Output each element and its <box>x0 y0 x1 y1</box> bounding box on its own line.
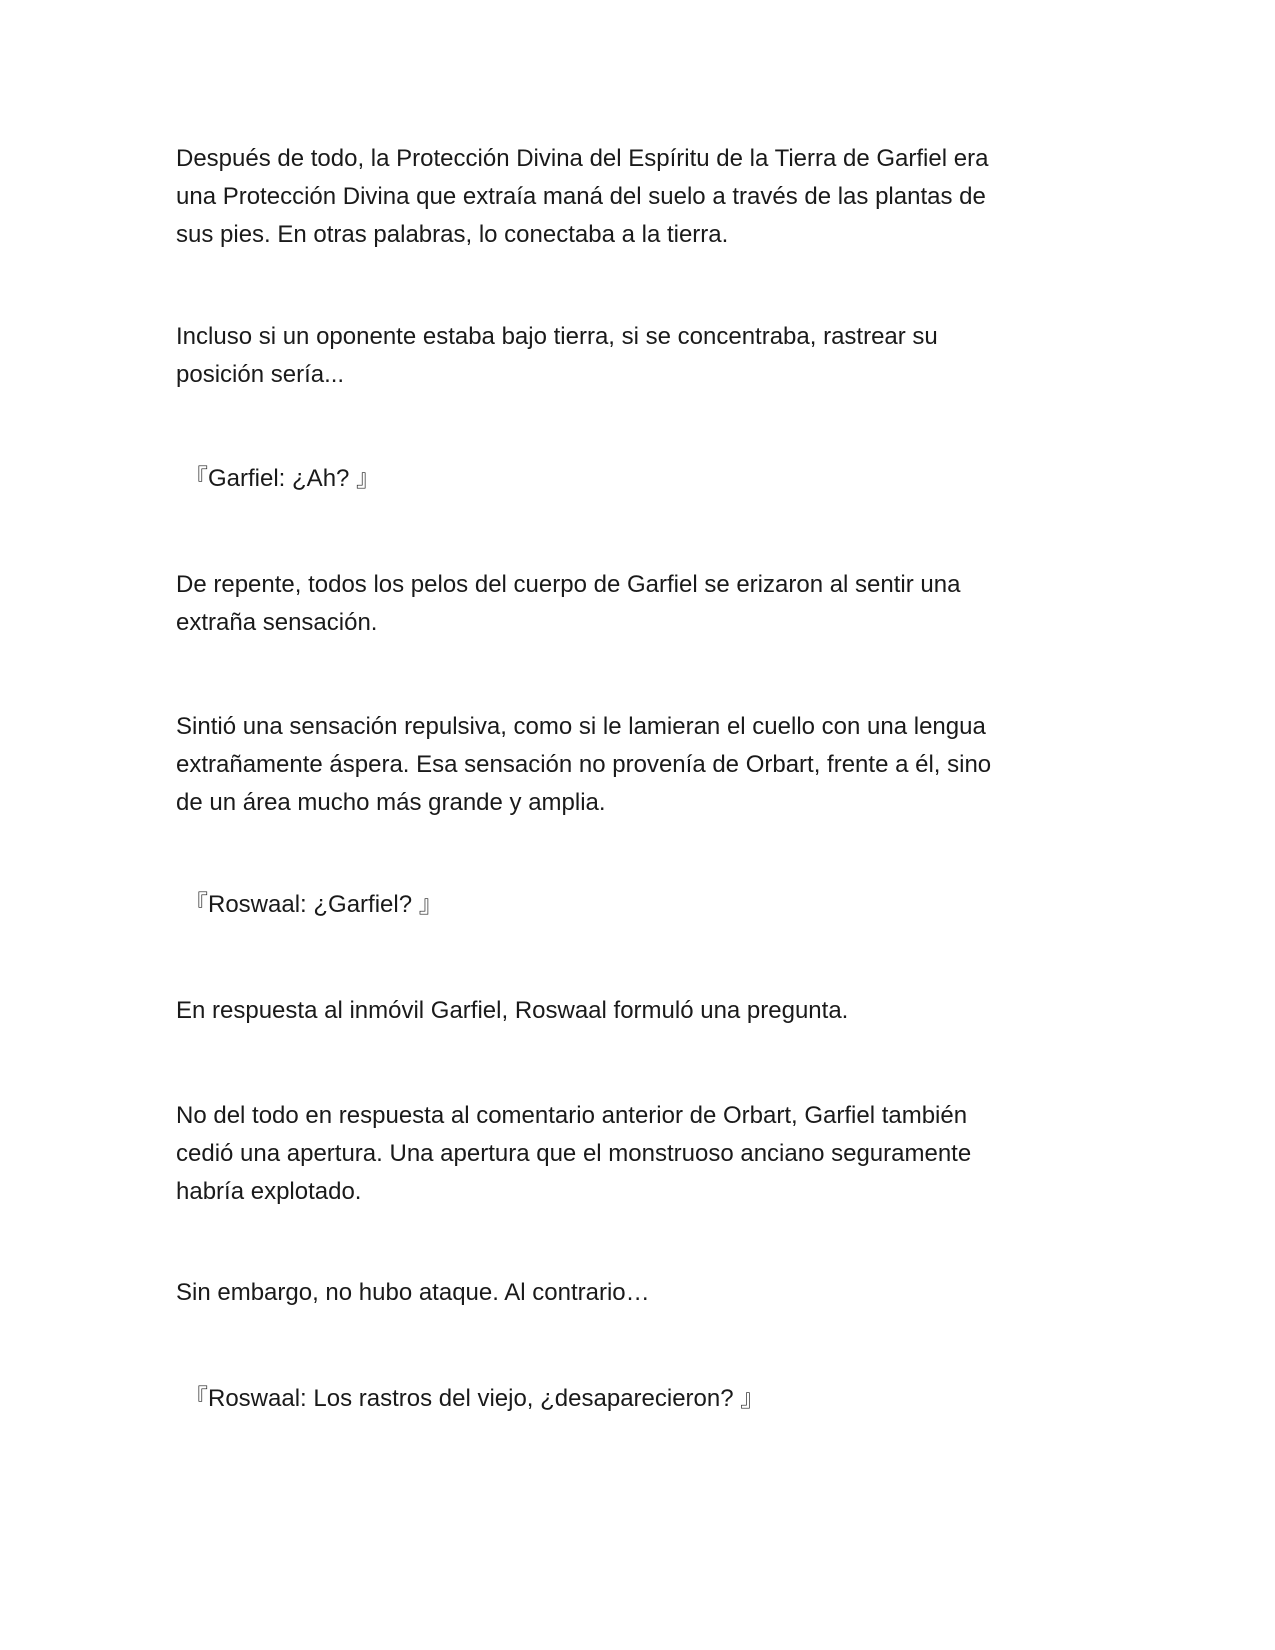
text-line: extraña sensación. <box>176 609 378 636</box>
text-line: extrañamente áspera. Esa sensación no provenía de Orbart, frente a él, sino <box>176 751 992 778</box>
text-line: Sin embargo, no hubo ataque. Al contrario… <box>176 1279 650 1306</box>
dialogue-garfiel-ah <box>184 460 1104 498</box>
dialogue-roswaal-rastros <box>184 1380 1104 1418</box>
text-line: Sintió una sensación repulsiva, como si le lamieran el cuello con una lengua <box>176 713 986 740</box>
text-line: habría explotado. <box>176 1178 362 1205</box>
paragraph-rastrear-posicion <box>176 318 1096 394</box>
paragraph-apertura <box>176 1097 1096 1211</box>
text-line: Después de todo, la Protección Divina del Espíritu de la Tierra de Garfiel era <box>176 145 989 172</box>
paragraph-sensacion-repulsiva <box>176 708 1096 822</box>
text-line: Incluso si un oponente estaba bajo tierra, si se concentraba, rastrear su <box>176 323 938 350</box>
text-line: 『Roswaal: Los rastros del viejo, ¿desaparecieron? 』 <box>184 1385 765 1412</box>
text-line: cedió una apertura. Una apertura que el monstruoso anciano seguramente <box>176 1140 972 1167</box>
paragraph-sin-ataque <box>176 1274 1096 1312</box>
text-line: una Protección Divina que extraía maná del suelo a través de las plantas de <box>176 183 986 210</box>
text-line: De repente, todos los pelos del cuerpo de Garfiel se erizaron al sentir una <box>176 571 961 598</box>
paragraph-pelos-erizaron <box>176 566 1096 642</box>
dialogue-roswaal-garfiel <box>184 886 1104 924</box>
text-line: No del todo en respuesta al comentario anterior de Orbart, Garfiel también <box>176 1102 968 1129</box>
text-line: posición sería... <box>176 361 345 388</box>
text-line: 『Garfiel: ¿Ah? 』 <box>184 465 381 492</box>
text-line: 『Roswaal: ¿Garfiel? 』 <box>184 891 443 918</box>
paragraph-proteccion-divina <box>176 140 1096 254</box>
text-line: de un área mucho más grande y amplia. <box>176 789 606 816</box>
paragraph-roswaal-pregunta <box>176 992 1096 1030</box>
text-line: En respuesta al inmóvil Garfiel, Roswaal formuló una pregunta. <box>176 997 849 1024</box>
text-line: sus pies. En otras palabras, lo conectaba a la tierra. <box>176 221 729 248</box>
